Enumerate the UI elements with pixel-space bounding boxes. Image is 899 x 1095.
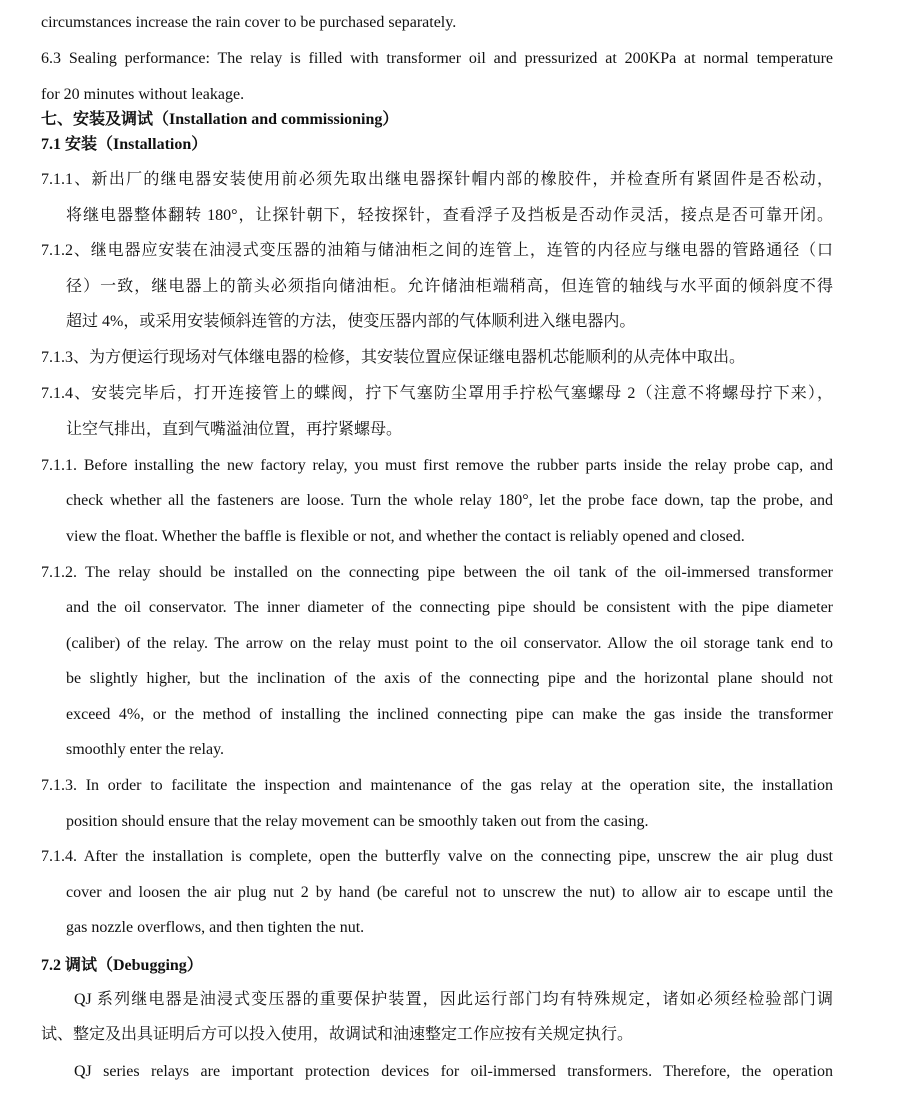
text-line: 7.1.4. After the installation is complete, open the butterfly valve on the connecting pipe, unscrew the air plug dust — [41, 848, 833, 865]
text-line: 7.1.2、继电器应安装在油浸式变压器的油箱与储油柜之间的连管上，连管的内径应与继电器的管路通径（口 — [41, 242, 833, 259]
text-line: view the float. Whether the baffle is flexible or not, and whether the contact is reliably opened and closed. — [66, 528, 745, 545]
text-line: check whether all the fasteners are loose. Turn the whole relay 180°, let the probe face down, tap the probe, and — [66, 492, 833, 509]
text-line: position should ensure that the relay movement can be smoothly taken out from the casing. — [66, 813, 649, 830]
text-line: 7.1.3. In order to facilitate the inspection and maintenance of the gas relay at the operation site, the installation — [41, 777, 833, 794]
text-line: 7.1.1. Before installing the new factory relay, you must first remove the rubber parts inside the relay probe cap, and — [41, 457, 833, 474]
text-line: for 20 minutes without leakage. — [41, 86, 245, 103]
section-heading: 七、安装及调试（Installation and commissioning） — [41, 111, 399, 128]
text-line: circumstances increase the rain cover to be purchased separately. — [41, 14, 457, 31]
text-line: 7.1.1、新出厂的继电器安装使用前必须先取出继电器探针帽内部的橡胶件，并检查所有紧固件是否松动， — [41, 171, 833, 188]
text-line: and the oil conservator. The inner diameter of the connecting pipe should be consistent with the pipe diameter — [66, 599, 833, 616]
text-line: exceed 4%, or the method of installing the inclined connecting pipe can make the gas inside the transformer — [66, 706, 833, 723]
text-line: QJ 系列继电器是油浸式变压器的重要保护装置，因此运行部门均有特殊规定，诸如必须经检验部门调 — [74, 991, 833, 1008]
subsection-heading: 7.1 安装（Installation） — [41, 136, 208, 153]
text-line: cover and loosen the air plug nut 2 by hand (be careful not to unscrew the nut) to allow air to escape until the — [66, 884, 833, 901]
text-line: 7.1.3、为方便运行现场对气体继电器的检修，其安装位置应保证继电器机芯能顺利的从壳体中取出。 — [41, 349, 746, 366]
text-line: 6.3 Sealing performance: The relay is filled with transformer oil and pressurized at 200KPa at normal temperature — [41, 50, 833, 67]
text-line: 试、整定及出具证明后方可以投入使用，故调试和油速整定工作应按有关规定执行。 — [41, 1026, 634, 1043]
text-line: 7.1.4、安装完毕后，打开连接管上的蝶阀，拧下气塞防尘罩用手拧松气塞螺母 2（注意不将螺母拧下来）， — [41, 385, 833, 402]
text-line: gas nozzle overflows, and then tighten the nut. — [66, 919, 365, 936]
text-line: 让空气排出，直到气嘴溢油位置，再拧紧螺母。 — [66, 421, 403, 438]
text-line: be slightly higher, but the inclination of the axis of the connecting pipe and the horizontal plane should not — [66, 670, 833, 687]
text-line: (caliber) of the relay. The arrow on the relay must point to the oil conservator. Allow the oil storage tank end to — [66, 635, 833, 652]
text-line: 超过 4%，或采用安装倾斜连管的方法，使变压器内部的气体顺利进入继电器内。 — [66, 313, 636, 330]
text-line: 将继电器整体翻转 180°，让探针朝下，轻按探针，查看浮子及挡板是否动作灵活，接点是否可靠开闭。 — [66, 207, 833, 224]
text-line: QJ series relays are important protection devices for oil-immersed transformers. Therefore, the operation — [74, 1063, 833, 1080]
subsection-heading: 7.2 调试（Debugging） — [41, 957, 203, 974]
text-line: 7.1.2. The relay should be installed on the connecting pipe between the oil tank of the oil-immersed transformer — [41, 564, 833, 581]
text-line: 径）一致，继电器上的箭头必须指向储油柜。允许储油柜端稍高，但连管的轴线与水平面的倾斜度不得 — [66, 278, 833, 295]
text-line: smoothly enter the relay. — [66, 741, 225, 758]
